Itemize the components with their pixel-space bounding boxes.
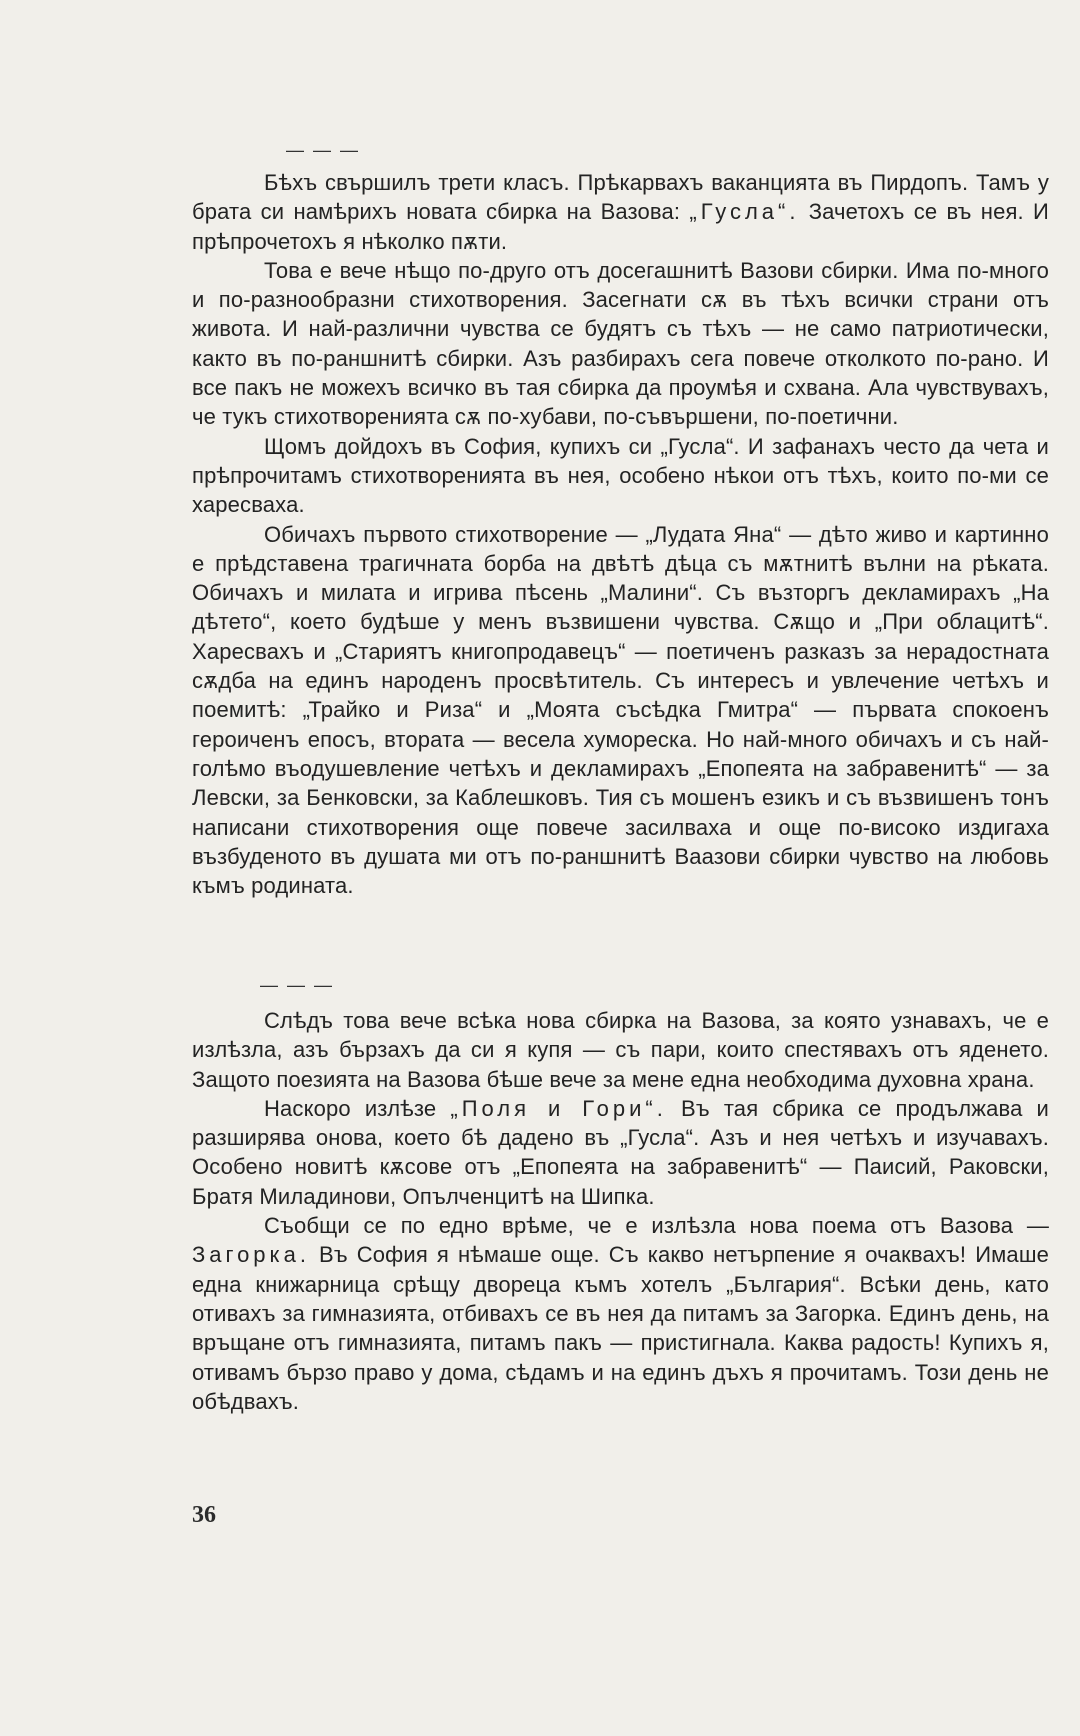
paragraph-text: Въ София я нѣмаше още. Съ какво нетърпение я очаквахъ! Имаше една книжарница срѣщу двореца къмъ хотелъ „България“. Всѣки день, като отивахъ за гимназията, отбивахъ се въ нея да питамъ за Загорка. Единъ день, на връщане отъ гимназията, питамъ пакъ — пристигнала. Каква радость! Купихъ я, отивамъ бързо право у дома, сѣдамъ и на единъ дъхъ я прочитамъ. Този день не обѣдвахъ. — [192, 1242, 1050, 1414]
paragraph — [192, 1211, 1049, 1416]
section-1-text — [192, 168, 1049, 900]
paragraph: Това е вече нѣщо по-друго отъ досегашнитѣ Вазови сбирки. Има по-много и по-разнообразни стихотворения. Засегнати сѫ въ тѣхъ всички страни отъ живота. И най-различни чувства се будятъ съ тѣхъ — не само патриотически, както въ по-раншнитѣ сбирки. Азъ разбирахъ сега повече отколкото по-рано. И все пакъ не можехъ всичко въ тая сбирка да проумѣя и схвана. Ала чувствувахъ, че тукъ стихотворенията сѫ по-хубави, по-съвършени, по-поетични. — [192, 257, 1049, 430]
paragraph — [192, 1094, 1049, 1211]
paragraph — [192, 168, 1049, 256]
section-2-text — [192, 1006, 1049, 1416]
paragraph: Щомъ дойдохъ въ София, купихъ си „Гусла“. И зафанахъ често да чета и прѣпрочитамъ стихотворенията въ нея, особено нѣкои отъ тѣхъ, които по-ми се харесваха. — [192, 433, 1049, 518]
paragraph-text: Наскоро излѣзе — [264, 1095, 437, 1121]
paragraph-text: Зачетохъ се въ нея. И прѣпрочетохъ я нѣколко пѫти. — [192, 199, 1050, 254]
paragraph: Обичахъ първото стихотворение — „Лудата Яна“ — дѣто живо и картинно е прѣдставена трагичната борба на двѣтѣ дѣца съ мѫтнитѣ вълни на рѣката. Обичахъ и милата и игрива пѣсень „Малини“. Съ възторгъ декламирахъ „На дѣтето“, което будѣше у менъ възвишени чувства. Сѫщо и „При облацитѣ“. Харесвахъ и „Стариятъ книгопродавецъ“ — поетиченъ разказъ за нерадостната сѫдба на единъ народенъ просвѣтитель. Съ интересъ и увлечение четѣхъ и поемитѣ: „Трайко и Риза“ и „Моята съсѣдка Гмитра“ — първата спокоенъ героиченъ епосъ, втората — весела хумореска. Но най-много обичахъ и съ най-голѣмо въодушевление четѣхъ и декламирахъ „Епопеята на забравенитѣ“ — за Левски, за Бенковски, за Каблешковъ. Тия съ мошенъ езикъ и съ възвишенъ тонъ написани стихотворения още повече засилваха и още по-високо издигаха възбуденото въ душата ми отъ по-раншнитѣ Ваазови сбирки чувство на любовь къмъ родината. — [192, 521, 1049, 899]
section-divider-top: — — — — [286, 140, 361, 160]
book-title: „Гусла“. — [689, 199, 800, 225]
book-title: „Поля и Гори“. — [450, 1095, 667, 1121]
book-title: Загорка. — [192, 1242, 310, 1268]
page-number: 36 — [192, 1502, 216, 1528]
paragraph-text: Бѣхъ свършилъ трети класъ. Прѣкарвахъ ваканцията въ Пирдопъ. Тамъ у брата си намѣрихъ новата сбирка на Вазова: — [192, 170, 1049, 225]
paragraph-text: Съобщи се по едно врѣме, че е излѣзла нова поема отъ Вазова — — [264, 1213, 1049, 1239]
paragraph: Слѣдъ това вече всѣка нова сбирка на Вазова, за която узнавахъ, че е излѣзла, азъ бързахъ да си я купя — съ пари, които спестявахъ отъ яденето. Защото поезията на Вазова бѣше вече за мене една необходима духовна храна. — [192, 1008, 1049, 1092]
paragraph-text: Въ тая сбрика се продължава и разширява онова, което бѣ дадено въ „Гусла“. Азъ и нея четѣхъ и изучавахъ. Особено новитѣ кѫсове отъ „Епопеята на забравенитѣ“ — Паисий, Раковски, Братя Миладинови, Опълченцитѣ на Шипка. — [192, 1095, 1050, 1209]
section-divider-middle: — — — — [260, 975, 335, 995]
